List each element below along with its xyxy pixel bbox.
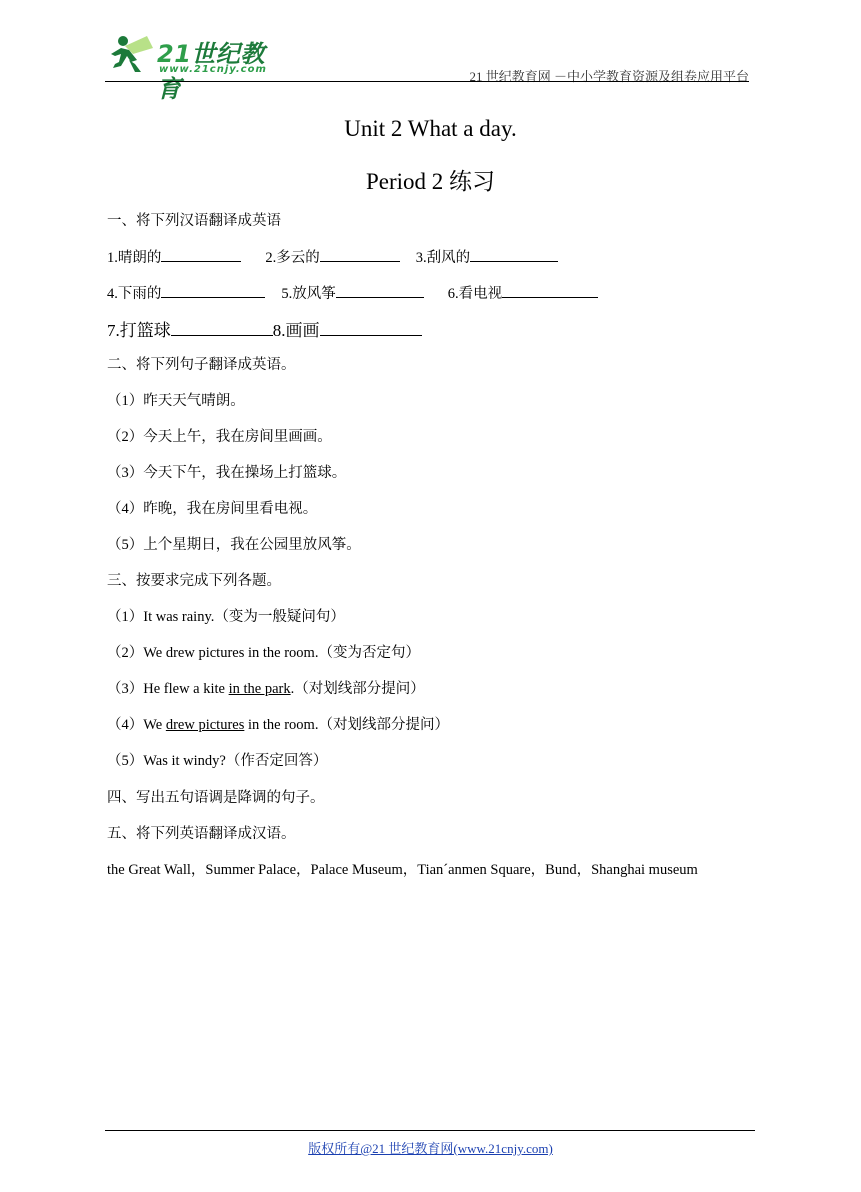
- list-item: （3）He flew a kite in the park.（对划线部分提问）: [107, 681, 425, 697]
- vocab-item: 6.看电视: [447, 286, 503, 302]
- list-item: （4）昨晚，我在房间里看电视。: [107, 501, 318, 517]
- header-rule: [105, 81, 749, 82]
- site-logo: [105, 30, 285, 103]
- list-item: （2）We drew pictures in the room.（变为否定句）: [107, 645, 420, 661]
- footer-copyright-link[interactable]: 版权所有@21 世纪教育网(www.21cnjy.com): [308, 1141, 553, 1156]
- list-item: （2）今天上午，我在房间里画画。: [107, 429, 332, 445]
- vocab-item: 1.晴朗的: [107, 250, 162, 266]
- section1-heading: 一、将下列汉语翻译成英语: [107, 213, 281, 229]
- list-item: （5）Was it windy?（作否定回答）: [107, 753, 328, 769]
- list-item: （4）We drew pictures in the room.（对划线部分提问）: [107, 717, 449, 733]
- vocab-row-1: [107, 246, 558, 267]
- page-subtitle: Period 2 练习: [365, 169, 496, 194]
- list-item: （5）上个星期日，我在公园里放风筝。: [107, 537, 361, 553]
- answer-blank[interactable]: [171, 321, 273, 336]
- answer-blank[interactable]: [470, 247, 558, 262]
- vocab-item: 3.刮风的: [415, 250, 471, 266]
- answer-blank[interactable]: [161, 283, 265, 298]
- section4-heading: 四、写出五句语调是降调的句子。: [107, 790, 325, 806]
- answer-blank[interactable]: [336, 283, 424, 298]
- vocab-item: 2.多云的: [265, 250, 320, 266]
- answer-blank[interactable]: [320, 247, 400, 262]
- logo-brand-text: 21世纪教育: [157, 40, 265, 103]
- answer-blank[interactable]: [502, 283, 598, 298]
- underlined-phrase: in the park: [228, 681, 291, 697]
- vocab-row-2: [107, 282, 598, 303]
- page-header: [105, 30, 749, 103]
- answer-blank[interactable]: [161, 247, 241, 262]
- underlined-phrase: drew pictures: [165, 717, 245, 733]
- header-tagline: 21 世纪教育网 －中小学教育资源及组卷应用平台: [469, 69, 749, 84]
- vocab-item: 7.打篮球: [107, 321, 171, 340]
- logo-url-text: www.21cnjy.com: [159, 64, 267, 75]
- section3-heading: 三、按要求完成下列各题。: [107, 573, 281, 589]
- runner-logo-icon: [107, 32, 159, 76]
- list-item: （1）昨天天气晴朗。: [107, 393, 245, 409]
- vocab-row-3: [107, 316, 422, 341]
- list-item: （1）It was rainy.（变为一般疑问句）: [107, 609, 345, 625]
- vocab-item: 5.放风筝: [281, 286, 336, 302]
- vocab-item: 8.画画: [272, 321, 320, 340]
- section5-heading: 五、将下列英语翻译成汉语。: [107, 826, 296, 842]
- section5-text: the Great Wall，Summer Palace，Palace Museum，Tian´anmen Square，Bund，Shanghai museum: [107, 862, 698, 878]
- page-title: Unit 2 What a day.: [344, 116, 517, 141]
- vocab-item: 4.下雨的: [107, 286, 162, 302]
- answer-blank[interactable]: [320, 321, 422, 336]
- footer-rule: [105, 1130, 755, 1131]
- list-item: （3）今天下午，我在操场上打篮球。: [107, 465, 347, 481]
- section2-heading: 二、将下列句子翻译成英语。: [107, 357, 296, 373]
